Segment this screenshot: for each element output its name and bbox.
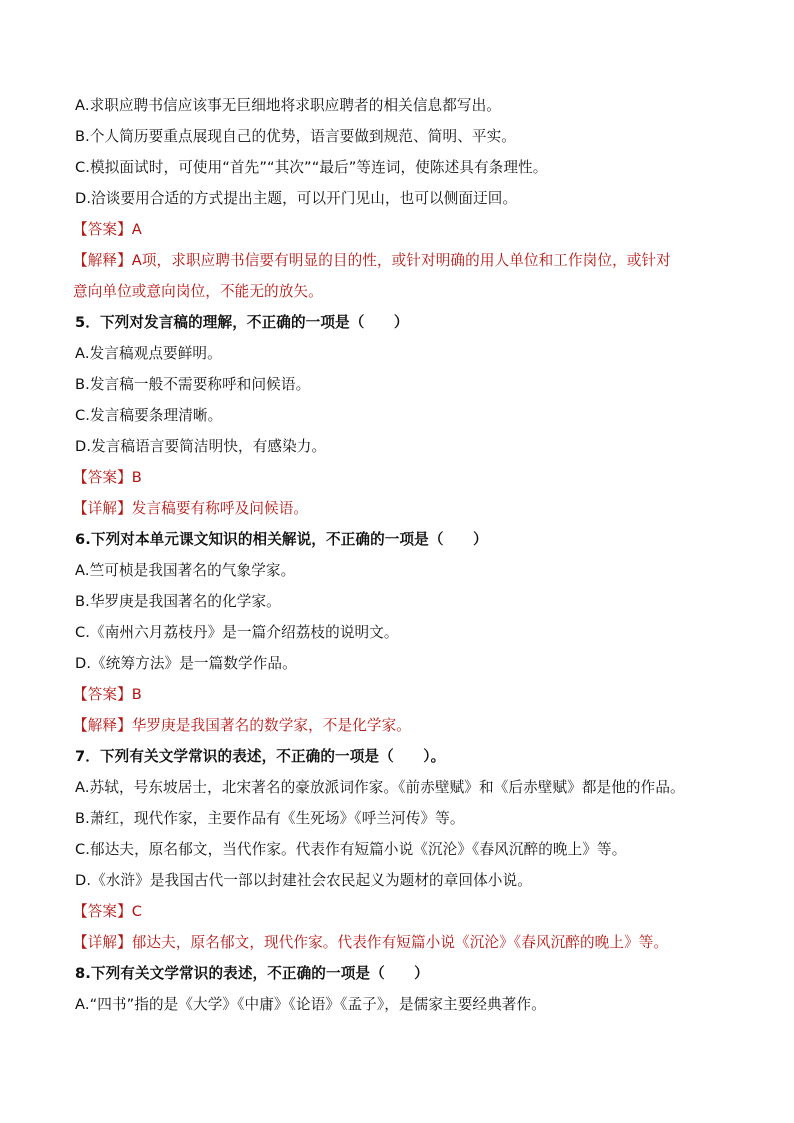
line-text: 6.下列对本单元课文知识的相关解说，不正确的一项是（ ）	[75, 531, 488, 548]
line-text: B.个人简历要重点展现自己的优势，语言要做到规范、简明、平实。	[75, 128, 516, 145]
explanation-line	[73, 245, 671, 276]
line-text: C.郁达夫，原名郁文，当代作家。代表作有短篇小说《沉沦》《春风沉醉的晚上》等。	[75, 841, 627, 858]
answer-option	[75, 431, 326, 462]
line-text: A.苏轼，号东坡居士，北宋著名的豪放派词作家。《前赤壁赋》和《后赤壁赋》都是他的作品。	[75, 779, 685, 796]
line-text: C	[131, 903, 143, 920]
line-text: B	[131, 469, 142, 486]
explanation-line	[73, 493, 308, 524]
explanation-line	[73, 927, 668, 958]
line-text: C.发言稿要条理清晰。	[75, 407, 223, 424]
answer-option	[75, 338, 222, 369]
answer-option	[75, 555, 295, 586]
explanation-line	[73, 276, 323, 307]
line-text: 7．下列有关文学常识的表述，不正确的一项是（ ）。	[75, 748, 446, 765]
answer-option	[75, 834, 626, 865]
line-text: B.萧红，现代作家，主要作品有《生死场》《呼兰河传》等。	[75, 810, 465, 827]
line-text: D.《统筹方法》是一篇数学作品。	[75, 655, 297, 672]
answer-tag: 【答案】	[73, 221, 132, 238]
answer-option	[75, 989, 546, 1020]
answer-option	[75, 121, 516, 152]
question-stem	[75, 741, 445, 772]
answer-tag: 【答案】	[73, 469, 132, 486]
line-text: 郁达夫，原名郁文，现代作家。代表作有短篇小说《沉沦》《春风沉醉的晚上》等。	[131, 934, 669, 951]
answer-option	[75, 152, 547, 183]
explanation-tag: 【解释】	[73, 252, 132, 269]
line-text: B.发言稿一般不需要称呼和问候语。	[75, 376, 311, 393]
answer-option	[75, 617, 399, 648]
answer-line	[73, 462, 142, 493]
answer-line	[73, 896, 142, 927]
line-text: 发言稿要有称呼及问候语。	[131, 500, 309, 517]
line-text: 华罗庚是我国著名的数学家，不是化学家。	[131, 717, 411, 734]
answer-option	[75, 183, 517, 214]
answer-option	[75, 400, 222, 431]
answer-option	[75, 648, 297, 679]
explanation-tag: 【详解】	[73, 500, 132, 517]
line-text: C.模拟面试时，可使用“首先”“其次”“最后”等连词，使陈述具有条理性。	[75, 159, 548, 176]
answer-line	[73, 679, 142, 710]
question-stem	[75, 958, 429, 989]
line-text: D.洽谈要用合适的方式提出主题，可以开门见山，也可以侧面迂回。	[75, 190, 518, 207]
explanation-tag: 【解释】	[73, 717, 132, 734]
line-text: B	[131, 686, 142, 703]
answer-option	[75, 586, 281, 617]
answer-option	[75, 90, 501, 121]
question-stem	[75, 524, 488, 555]
line-text: A.“四书”指的是《大学》《中庸》《论语》《孟子》，是儒家主要经典著作。	[75, 996, 546, 1013]
line-text: A项，求职应聘书信要有明显的目的性，或针对明确的用人单位和工作岗位，或针对	[131, 252, 671, 269]
question-stem	[75, 307, 409, 338]
answer-tag: 【答案】	[73, 686, 132, 703]
answer-option	[75, 865, 532, 896]
line-text: D.《水浒》是我国古代一部以封建社会农民起义为题材的章回体小说。	[75, 872, 532, 889]
line-text: 8.下列有关文学常识的表述，不正确的一项是（ ）	[75, 965, 429, 982]
answer-option	[75, 772, 685, 803]
answer-option	[75, 369, 310, 400]
line-text: C.《南州六月荔枝丹》是一篇介绍荔枝的说明文。	[75, 624, 399, 641]
line-text: B.华罗庚是我国著名的化学家。	[75, 593, 281, 610]
explanation-line	[73, 710, 411, 741]
line-text: D.发言稿语言要简洁明快，有感染力。	[75, 438, 327, 455]
answer-line	[73, 214, 142, 245]
line-text: A.竺可桢是我国著名的气象学家。	[75, 562, 296, 579]
answer-tag: 【答案】	[73, 903, 132, 920]
line-text: A	[131, 221, 142, 238]
line-text: A.发言稿观点要鲜明。	[75, 345, 222, 362]
explanation-tag: 【详解】	[73, 934, 132, 951]
answer-option	[75, 803, 465, 834]
line-text: A.求职应聘书信应该事无巨细地将求职应聘者的相关信息都写出。	[75, 97, 501, 114]
line-text: 意向单位或意向岗位，不能无的放矢。	[73, 283, 323, 300]
line-text: 5．下列对发言稿的理解，不正确的一项是（ ）	[75, 314, 409, 331]
